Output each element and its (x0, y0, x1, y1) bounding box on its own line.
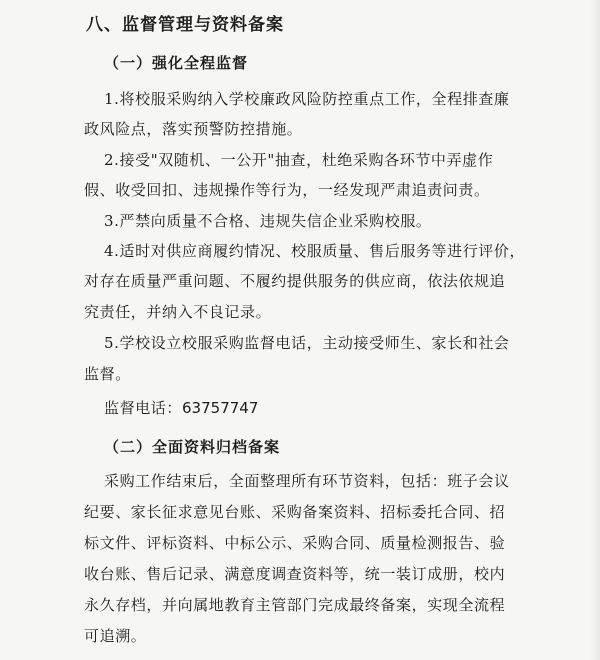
item-5-line-2: 监督。 (84, 365, 131, 383)
item-4-line-1: 4.适时对供应商履约情况、校服质量、售后服务等进行评价， (104, 242, 526, 260)
item-1-line-2: 政风险点，落实预警防控措施。 (84, 120, 303, 138)
supervision-phone-number: 63757747 (182, 399, 259, 417)
archiving-line-3: 标文件、评标资料、中标公示、采购合同、质量检测报告、验 (84, 534, 506, 552)
page-edge-shadow (590, 0, 600, 660)
section-heading: 八、监督管理与资料备案 (86, 15, 284, 35)
archiving-line-6: 可追溯。 (84, 627, 147, 645)
archiving-line-4: 收台账、售后记录、满意度调查资料等，统一装订成册，校内 (84, 565, 506, 583)
item-4-line-2: 对存在质量严重问题、不履约提供服务的供应商，依法依规追 (84, 272, 506, 290)
item-2-line-1: 2.接受"双随机、一公开"抽查，杜绝采购各环节中弄虚作 (104, 151, 494, 169)
item-1-line-1: 1.将校服采购纳入学校廉政风险防控重点工作，全程排查廉 (104, 90, 510, 108)
archiving-line-5: 永久存档，并向属地教育主管部门完成最终备案，实现全流程 (84, 596, 506, 614)
subsection-heading-supervision: （一）强化全程监督 (104, 54, 249, 72)
archiving-line-1: 采购工作结束后，全面整理所有环节资料，包括：班子会议 (104, 472, 510, 490)
supervision-phone-line (104, 397, 258, 418)
item-2-line-2: 假、收受回扣、违规操作等行为，一经发现严肃追责问责。 (84, 181, 490, 199)
archiving-line-2: 纪要、家长征求意见台账、采购备案资料、招标委托合同、招 (84, 503, 506, 521)
item-4-line-3: 究责任，并纳入不良记录。 (84, 303, 272, 321)
supervision-phone-label: 监督电话： (104, 399, 183, 417)
item-5-line-1: 5.学校设立校服采购监督电话，主动接受师生、家长和社会 (104, 334, 510, 352)
subsection-heading-archiving: （二）全面资料归档备案 (104, 438, 281, 456)
item-3-line-1: 3.严禁向质量不合格、违规失信企业采购校服。 (104, 212, 432, 230)
